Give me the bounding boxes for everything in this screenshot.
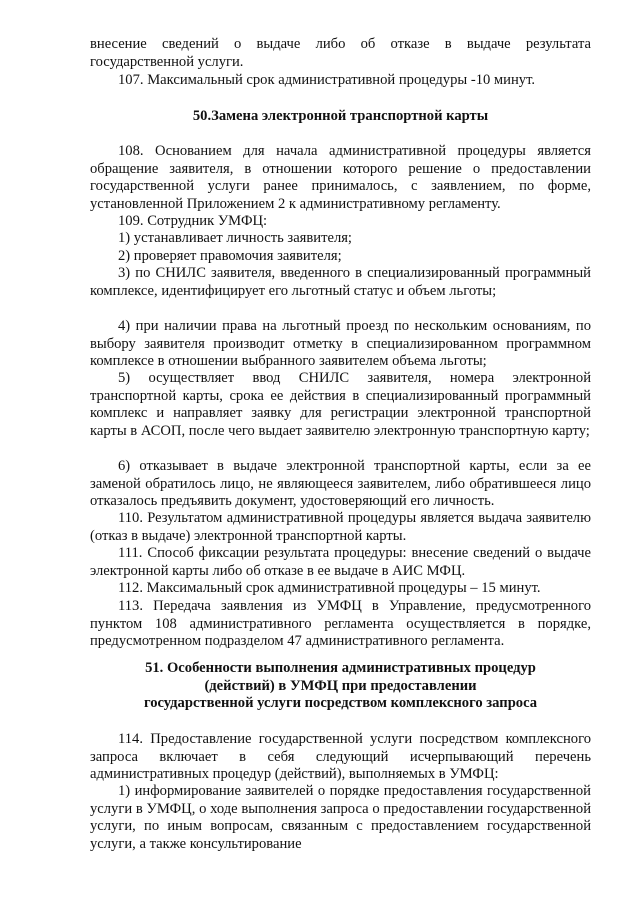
section-heading-51-line-2: (действий) в УМФЦ при предоставлении <box>204 678 477 694</box>
paragraph-111: 111. Способ фиксации результата процедуры: внесение сведений о выдаче электронной карты либо об отказе в ее выдаче в АИС МФЦ. <box>90 545 591 579</box>
list-item-3: 3) по СНИЛС заявителя, введенного в специализированный программный комплексе, идентифицирует его льготный статус и объем льготы; <box>90 265 591 299</box>
paragraph-114: 114. Предоставление государственной услуги посредством комплексного запроса включает в себя следующий исчерпывающий перечень административных процедур (действий), выполняемых в УМФЦ: <box>90 731 591 783</box>
list-item-114-1: 1) информирование заявителей о порядке предоставления государственной услуги в УМФЦ, о ходе выполнения запроса о предоставлении государственной услуги, по иным вопросам, связанным с предоставлением государственной услуги, а также консультирование <box>90 783 591 852</box>
list-item-6: 6) отказывает в выдаче электронной транспортной карты, если за ее заменой обратилось лицо, не являющееся заявителем, либо обратившееся лицо отказалось предъявить документ, удостоверяющий его личность. <box>90 458 591 510</box>
list-item-4: 4) при наличии права на льготный проезд по нескольким основаниям, по выбору заявителя производит отметку в специализированном программном комплексе в отношении выбранного заявителем объема льготы; <box>90 318 591 370</box>
paragraph-107: 107. Максимальный срок административной процедуры -10 минут. <box>118 72 536 88</box>
paragraph-108: 108. Основанием для начала административной процедуры является обращение заявителя, в отношении которого решение о предоставлении государственной услуги ранее принималось, с заявлением, по форме, установленной Приложением 2 к административному регламенту. <box>90 143 591 212</box>
paragraph-110: 110. Результатом административной процедуры является выдача заявителю (отказ в выдаче) электронной транспортной карты. <box>90 510 591 544</box>
paragraph-109: 109. Сотрудник УМФЦ: <box>118 213 268 229</box>
paragraph-113: 113. Передача заявления из УМФЦ в Управление, предусмотренного пунктом 108 административного регламента осуществляется в порядке, предусмотренном подразделом 47 административного регламента. <box>90 598 591 650</box>
list-item-2: 2) проверяет правомочия заявителя; <box>118 248 342 264</box>
paragraph-112: 112. Максимальный срок административной процедуры – 15 минут. <box>118 580 541 596</box>
section-heading-51-line-3: государственной услуги посредством комплексного запроса <box>143 695 538 711</box>
list-item-1: 1) устанавливает личность заявителя; <box>118 230 352 246</box>
list-item-5: 5) осуществляет ввод СНИЛС заявителя, номера электронной транспортной карты, срока ее действия в специализированный программный комплекс и направляет заявку для регистрации электронной транспортной карты в АСОП, после чего выдает заявителю электронную транспортную карту; <box>90 370 591 439</box>
section-heading-50: 50.Замена электронной транспортной карты <box>192 108 489 124</box>
section-heading-51-line-1: 51. Особенности выполнения административных процедур <box>145 660 536 676</box>
paragraph-continuation: внесение сведений о выдаче либо об отказе в выдаче результата государственной услуги. <box>90 36 591 70</box>
